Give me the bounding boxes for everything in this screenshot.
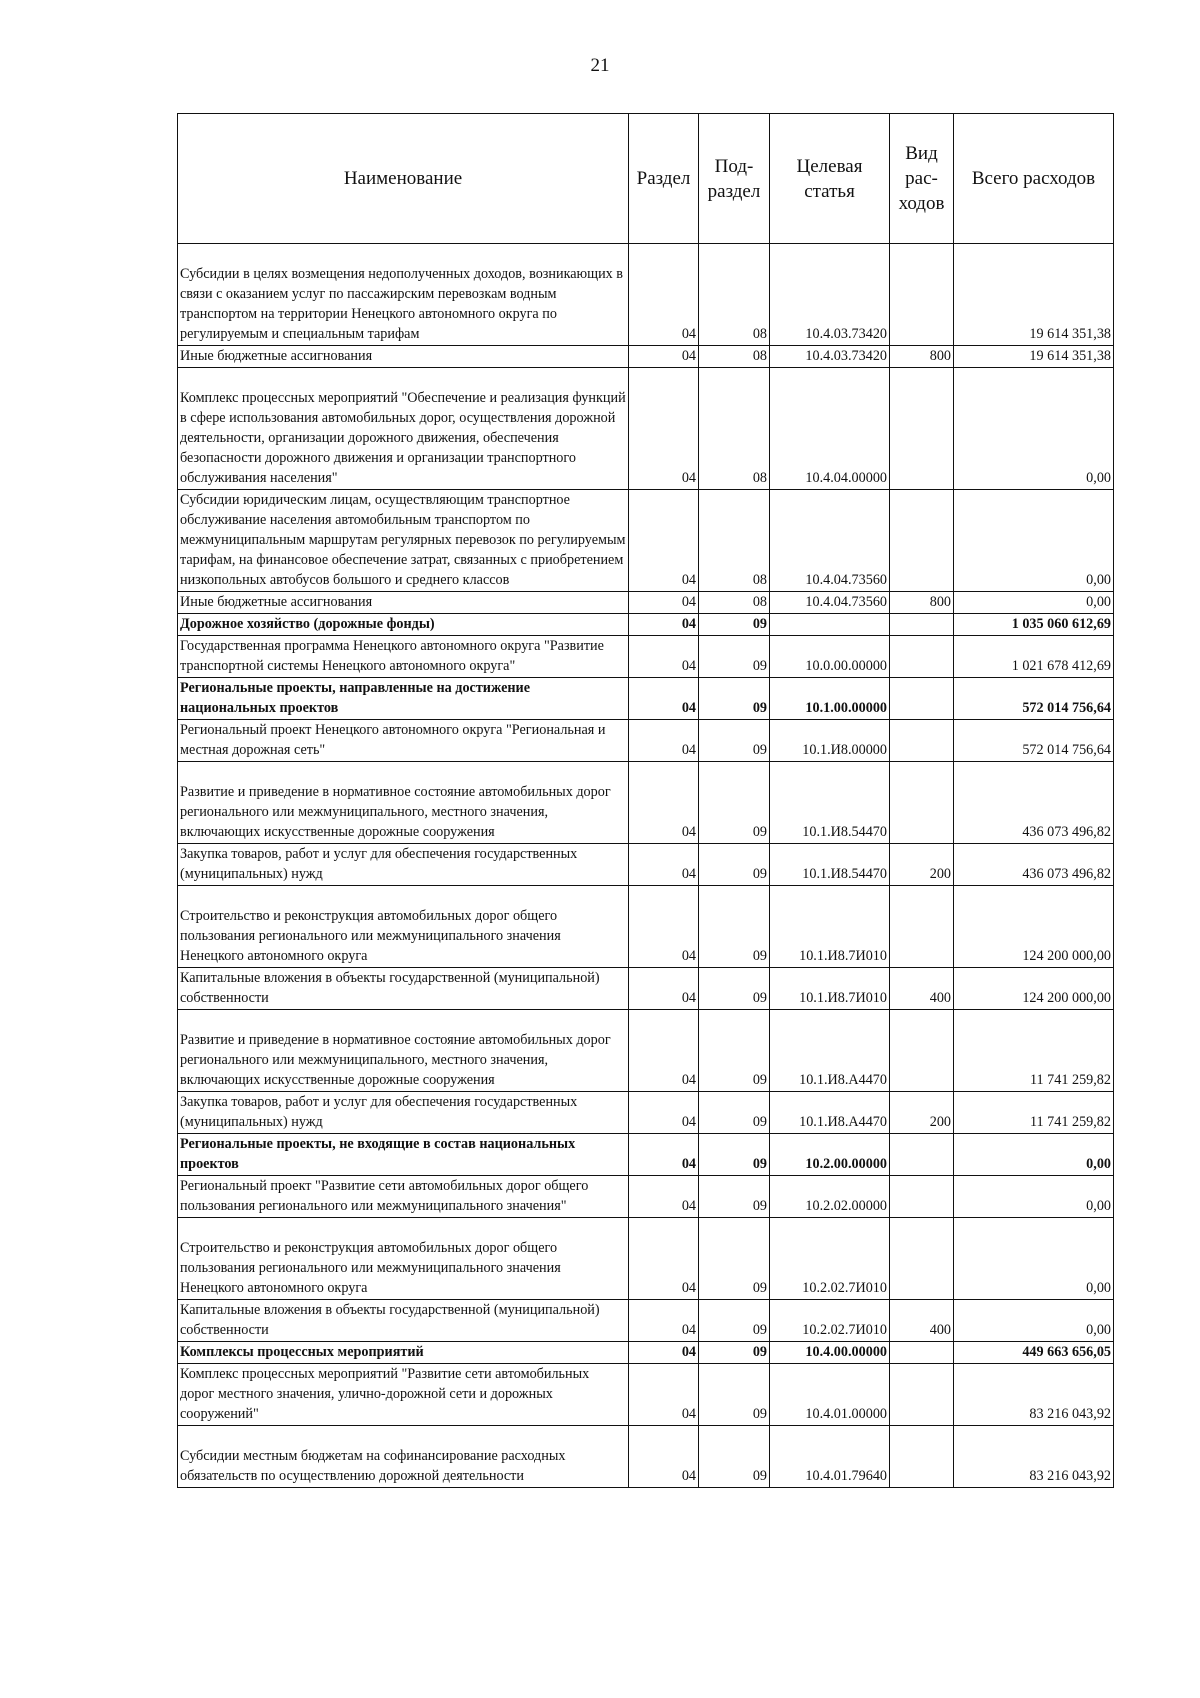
table-row <box>178 1342 1114 1364</box>
row-total-cell: 1 035 060 612,69 <box>954 614 1114 636</box>
row-kind-cell <box>890 1342 954 1364</box>
row-target-cell: 10.4.01.79640 <box>770 1426 890 1488</box>
row-name-cell: Развитие и приведение в нормативное состояние автомобильных дорог регионального или межмуниципального, местного значения, включающих искусственные дорожные сооружения <box>178 762 629 844</box>
row-target-cell: 10.4.00.00000 <box>770 1342 890 1364</box>
table-row <box>178 244 1114 346</box>
row-total-cell: 436 073 496,82 <box>954 844 1114 886</box>
row-subsection-cell: 08 <box>699 368 770 490</box>
row-subsection-cell: 09 <box>699 1176 770 1218</box>
row-subsection-cell: 08 <box>699 490 770 592</box>
row-total-cell: 0,00 <box>954 490 1114 592</box>
row-subsection-cell: 09 <box>699 886 770 968</box>
row-total-cell: 19 614 351,38 <box>954 346 1114 368</box>
row-section-cell: 04 <box>629 844 699 886</box>
row-name-cell: Капитальные вложения в объекты государственной (муниципальной) собственности <box>178 968 629 1010</box>
row-subsection-cell: 09 <box>699 614 770 636</box>
table-row <box>178 1010 1114 1092</box>
row-section-cell: 04 <box>629 678 699 720</box>
row-name-cell: Развитие и приведение в нормативное состояние автомобильных дорог регионального или межмуниципального, местного значения, включающих искусственные дорожные сооружения <box>178 1010 629 1092</box>
row-total-cell: 83 216 043,92 <box>954 1426 1114 1488</box>
row-subsection-cell: 09 <box>699 1300 770 1342</box>
row-section-cell: 04 <box>629 1176 699 1218</box>
row-kind-cell <box>890 244 954 346</box>
row-name-cell: Субсидии местным бюджетам на софинансирование расходных обязательств по осуществлению дорожной деятельности <box>178 1426 629 1488</box>
row-total-cell: 83 216 043,92 <box>954 1364 1114 1426</box>
row-total-cell: 436 073 496,82 <box>954 762 1114 844</box>
row-target-cell: 10.4.04.73560 <box>770 490 890 592</box>
table-row <box>178 592 1114 614</box>
row-target-cell: 10.1.И8.54470 <box>770 762 890 844</box>
table-row <box>178 1300 1114 1342</box>
table-row <box>178 844 1114 886</box>
row-target-cell: 10.1.И8.7И010 <box>770 886 890 968</box>
row-target-cell: 10.1.И8.00000 <box>770 720 890 762</box>
row-subsection-cell: 09 <box>699 1342 770 1364</box>
table-row <box>178 614 1114 636</box>
row-subsection-cell: 08 <box>699 244 770 346</box>
header-target-article: Целевая статья <box>770 114 890 244</box>
row-name-cell: Комплексы процессных мероприятий <box>178 1342 629 1364</box>
table-row <box>178 1426 1114 1488</box>
row-subsection-cell: 09 <box>699 762 770 844</box>
row-name-cell: Строительство и реконструкция автомобильных дорог общего пользования регионального или межмуниципального значения Ненецкого автономного округа <box>178 1218 629 1300</box>
row-name-cell: Региональный проект "Развитие сети автомобильных дорог общего пользования регионального или межмуниципального значения" <box>178 1176 629 1218</box>
table-row <box>178 1134 1114 1176</box>
row-name-cell: Иные бюджетные ассигнования <box>178 592 629 614</box>
row-section-cell: 04 <box>629 490 699 592</box>
row-section-cell: 04 <box>629 1426 699 1488</box>
row-section-cell: 04 <box>629 244 699 346</box>
row-section-cell: 04 <box>629 636 699 678</box>
row-target-cell: 10.0.00.00000 <box>770 636 890 678</box>
row-target-cell: 10.2.00.00000 <box>770 1134 890 1176</box>
row-name-cell: Строительство и реконструкция автомобильных дорог общего пользования регионального или межмуниципального значения Ненецкого автономного округа <box>178 886 629 968</box>
header-total: Всего расходов <box>954 114 1114 244</box>
row-total-cell: 19 614 351,38 <box>954 244 1114 346</box>
row-kind-cell: 200 <box>890 1092 954 1134</box>
table-row <box>178 1092 1114 1134</box>
row-target-cell: 10.1.00.00000 <box>770 678 890 720</box>
table-row <box>178 762 1114 844</box>
row-kind-cell: 800 <box>890 346 954 368</box>
header-section: Раздел <box>629 114 699 244</box>
row-section-cell: 04 <box>629 886 699 968</box>
table-body <box>178 244 1114 1488</box>
row-target-cell: 10.4.03.73420 <box>770 346 890 368</box>
row-target-cell: 10.2.02.7И010 <box>770 1218 890 1300</box>
table-header-row <box>178 114 1114 244</box>
row-target-cell: 10.4.03.73420 <box>770 244 890 346</box>
row-total-cell: 0,00 <box>954 1300 1114 1342</box>
row-subsection-cell: 09 <box>699 844 770 886</box>
row-target-cell: 10.4.04.73560 <box>770 592 890 614</box>
row-section-cell: 04 <box>629 762 699 844</box>
row-name-cell: Иные бюджетные ассигнования <box>178 346 629 368</box>
row-total-cell: 0,00 <box>954 1218 1114 1300</box>
row-kind-cell <box>890 1426 954 1488</box>
row-name-cell: Субсидии в целях возмещения недополученных доходов, возникающих в связи с оказанием услуг по пассажирским перевозкам водным транспортом на территории Ненецкого автономного округа по регулируемым и специальным тарифам <box>178 244 629 346</box>
row-total-cell: 572 014 756,64 <box>954 678 1114 720</box>
table-row <box>178 886 1114 968</box>
row-section-cell: 04 <box>629 1342 699 1364</box>
row-section-cell: 04 <box>629 1218 699 1300</box>
row-kind-cell <box>890 368 954 490</box>
row-name-cell: Региональный проект Ненецкого автономного округа "Региональная и местная дорожная сеть" <box>178 720 629 762</box>
row-total-cell: 0,00 <box>954 1176 1114 1218</box>
row-kind-cell: 200 <box>890 844 954 886</box>
row-kind-cell <box>890 1134 954 1176</box>
row-section-cell: 04 <box>629 1010 699 1092</box>
row-name-cell: Государственная программа Ненецкого автономного округа "Развитие транспортной системы Ненецкого автономного округа" <box>178 636 629 678</box>
table-row <box>178 1218 1114 1300</box>
row-name-cell: Капитальные вложения в объекты государственной (муниципальной) собственности <box>178 1300 629 1342</box>
row-section-cell: 04 <box>629 1300 699 1342</box>
row-total-cell: 0,00 <box>954 592 1114 614</box>
row-subsection-cell: 08 <box>699 592 770 614</box>
row-kind-cell <box>890 614 954 636</box>
row-total-cell: 0,00 <box>954 1134 1114 1176</box>
row-kind-cell <box>890 1176 954 1218</box>
row-target-cell: 10.1.И8.А4470 <box>770 1092 890 1134</box>
table-row <box>178 1364 1114 1426</box>
row-kind-cell: 800 <box>890 592 954 614</box>
table-row <box>178 346 1114 368</box>
row-subsection-cell: 09 <box>699 678 770 720</box>
row-section-cell: 04 <box>629 1364 699 1426</box>
row-target-cell: 10.1.И8.54470 <box>770 844 890 886</box>
row-section-cell: 04 <box>629 614 699 636</box>
header-subsection: Под-раздел <box>699 114 770 244</box>
row-name-cell: Субсидии юридическим лицам, осуществляющим транспортное обслуживание населения автомобильным транспортом по межмуниципальным маршрутам регулярных перевозок по регулируемым тарифам, на финансовое обеспечение затрат, связанных с приобретением низкопольных автобусов большого и среднего классов <box>178 490 629 592</box>
row-name-cell: Закупка товаров, работ и услуг для обеспечения государственных (муниципальных) нужд <box>178 1092 629 1134</box>
row-target-cell: 10.4.01.00000 <box>770 1364 890 1426</box>
row-section-cell: 04 <box>629 368 699 490</box>
row-name-cell: Закупка товаров, работ и услуг для обеспечения государственных (муниципальных) нужд <box>178 844 629 886</box>
row-kind-cell <box>890 762 954 844</box>
budget-table <box>177 113 1114 1488</box>
row-total-cell: 1 021 678 412,69 <box>954 636 1114 678</box>
row-subsection-cell: 09 <box>699 1218 770 1300</box>
row-kind-cell <box>890 490 954 592</box>
table-row <box>178 968 1114 1010</box>
row-total-cell: 124 200 000,00 <box>954 886 1114 968</box>
row-subsection-cell: 09 <box>699 636 770 678</box>
header-name: Наименование <box>178 114 629 244</box>
row-kind-cell <box>890 636 954 678</box>
row-kind-cell: 400 <box>890 1300 954 1342</box>
row-name-cell: Региональные проекты, направленные на достижение национальных проектов <box>178 678 629 720</box>
row-kind-cell: 400 <box>890 968 954 1010</box>
row-total-cell: 124 200 000,00 <box>954 968 1114 1010</box>
row-subsection-cell: 09 <box>699 720 770 762</box>
header-expense-kind: Вид рас-ходов <box>890 114 954 244</box>
row-kind-cell <box>890 886 954 968</box>
row-total-cell: 11 741 259,82 <box>954 1010 1114 1092</box>
row-subsection-cell: 08 <box>699 346 770 368</box>
row-target-cell: 10.4.04.00000 <box>770 368 890 490</box>
row-subsection-cell: 09 <box>699 1364 770 1426</box>
row-name-cell: Дорожное хозяйство (дорожные фонды) <box>178 614 629 636</box>
row-section-cell: 04 <box>629 346 699 368</box>
row-section-cell: 04 <box>629 720 699 762</box>
table-row <box>178 368 1114 490</box>
row-kind-cell <box>890 678 954 720</box>
row-name-cell: Региональные проекты, не входящие в состав национальных проектов <box>178 1134 629 1176</box>
row-name-cell: Комплекс процессных мероприятий "Развитие сети автомобильных дорог местного значения, улично-дорожной сети и дорожных сооружений" <box>178 1364 629 1426</box>
row-subsection-cell: 09 <box>699 968 770 1010</box>
row-section-cell: 04 <box>629 1134 699 1176</box>
row-section-cell: 04 <box>629 968 699 1010</box>
row-target-cell: 10.1.И8.7И010 <box>770 968 890 1010</box>
row-total-cell: 11 741 259,82 <box>954 1092 1114 1134</box>
row-subsection-cell: 09 <box>699 1092 770 1134</box>
row-subsection-cell: 09 <box>699 1426 770 1488</box>
row-target-cell: 10.2.02.7И010 <box>770 1300 890 1342</box>
row-name-cell: Комплекс процессных мероприятий "Обеспечение и реализация функций в сфере использования автомобильных дорог, осуществления дорожной деятельности, организации дорожного движения, обеспечения безопасности дорожного движения и организации транспортного обслуживания населения" <box>178 368 629 490</box>
table-row <box>178 1176 1114 1218</box>
table-row <box>178 636 1114 678</box>
row-section-cell: 04 <box>629 1092 699 1134</box>
row-target-cell: 10.1.И8.А4470 <box>770 1010 890 1092</box>
row-total-cell: 449 663 656,05 <box>954 1342 1114 1364</box>
row-total-cell: 572 014 756,64 <box>954 720 1114 762</box>
row-subsection-cell: 09 <box>699 1010 770 1092</box>
row-target-cell: 10.2.02.00000 <box>770 1176 890 1218</box>
row-subsection-cell: 09 <box>699 1134 770 1176</box>
row-kind-cell <box>890 720 954 762</box>
table-row <box>178 720 1114 762</box>
row-total-cell: 0,00 <box>954 368 1114 490</box>
row-kind-cell <box>890 1218 954 1300</box>
page-number: 21 <box>590 55 610 76</box>
table-row <box>178 490 1114 592</box>
row-kind-cell <box>890 1010 954 1092</box>
row-kind-cell <box>890 1364 954 1426</box>
row-target-cell <box>770 614 890 636</box>
row-section-cell: 04 <box>629 592 699 614</box>
table-row <box>178 678 1114 720</box>
